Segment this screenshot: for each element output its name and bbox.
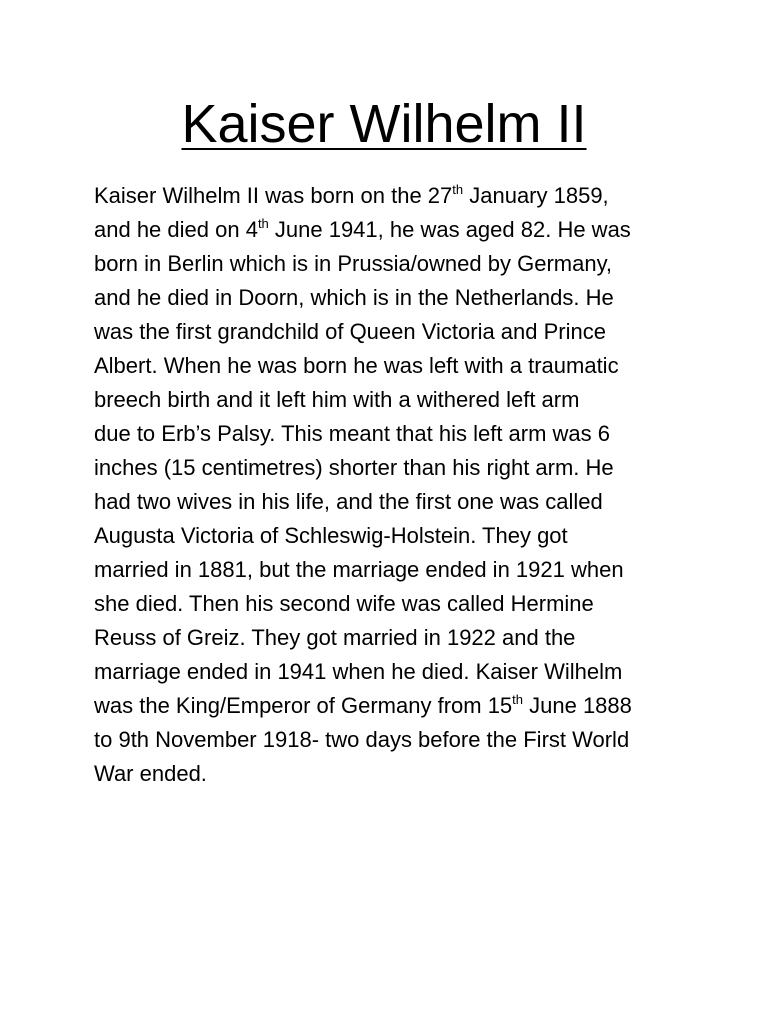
body-line: to 9th November 1918- two days before the First World (94, 727, 630, 752)
body-line: Augusta Victoria of Schleswig-Holstein. They got (94, 523, 568, 548)
body-line: was the King/Emperor of Germany from 15th June 1888 (94, 692, 632, 718)
ordinal-suffix: th (257, 216, 269, 231)
body-line: Reuss of Greiz. They got married in 1922 and the (94, 625, 576, 650)
page-title-text: Kaiser Wilhelm II (181, 94, 587, 154)
body-line: and he died on 4th June 1941, he was aged 82. He was (94, 216, 631, 242)
ordinal-suffix: th (512, 692, 524, 707)
body-line: marriage ended in 1941 when he died. Kaiser Wilhelm (94, 659, 623, 684)
body-line: War ended. (94, 761, 207, 786)
body-line: and he died in Doorn, which is in the Netherlands. He (94, 285, 614, 310)
body-line: married in 1881, but the marriage ended in 1921 when (94, 557, 624, 582)
body-line: inches (15 centimetres) shorter than his right arm. He (94, 455, 614, 480)
body-paragraph (94, 179, 694, 791)
page-title (0, 92, 768, 156)
body-line: Albert. When he was born he was left with a traumatic (94, 353, 619, 378)
body-line: breech birth and it left him with a withered left arm (94, 387, 580, 412)
ordinal-suffix: th (452, 182, 464, 197)
body-line: was the first grandchild of Queen Victoria and Prince (94, 319, 606, 344)
body-line: born in Berlin which is in Prussia/owned by Germany, (94, 251, 613, 276)
body-line: she died. Then his second wife was called Hermine (94, 591, 594, 616)
body-line: had two wives in his life, and the first one was called (94, 489, 603, 514)
body-line: due to Erb’s Palsy. This meant that his left arm was 6 (94, 421, 611, 446)
body-line: Kaiser Wilhelm II was born on the 27th January 1859, (94, 182, 609, 208)
